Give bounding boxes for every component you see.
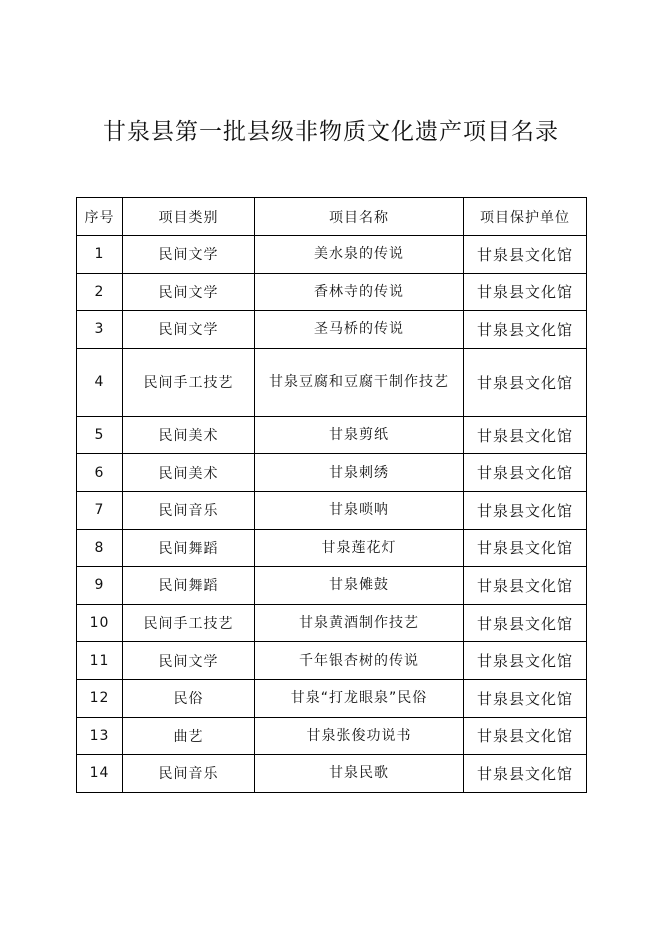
- cell-project-name: 甘泉唢呐: [255, 491, 464, 529]
- cell-project-name: 甘泉傩鼓: [255, 567, 464, 605]
- cell-category: 曲艺: [123, 717, 255, 755]
- cell-protection-unit: 甘泉县文化馆: [464, 755, 587, 793]
- cell-project-name: 圣马桥的传说: [255, 311, 464, 349]
- cell-serial-number: 13: [77, 717, 123, 755]
- cell-protection-unit: 甘泉县文化馆: [464, 604, 587, 642]
- cell-protection-unit: 甘泉县文化馆: [464, 679, 587, 717]
- cell-serial-number: 12: [77, 679, 123, 717]
- cell-protection-unit: 甘泉县文化馆: [464, 454, 587, 492]
- header-category: 项目类别: [123, 198, 255, 236]
- cell-project-name: 甘泉“打龙眼泉”民俗: [255, 679, 464, 717]
- cell-serial-number: 9: [77, 567, 123, 605]
- table-row: [77, 679, 587, 717]
- heritage-list-table: [76, 197, 587, 793]
- table-row: [77, 491, 587, 529]
- cell-project-name: 甘泉豆腐和豆腐干制作技艺: [255, 348, 464, 416]
- cell-category: 民间手工技艺: [123, 348, 255, 416]
- cell-category: 民间文学: [123, 273, 255, 311]
- table-row: [77, 273, 587, 311]
- cell-category: 民间美术: [123, 454, 255, 492]
- table-row: [77, 529, 587, 567]
- cell-project-name: 甘泉民歌: [255, 755, 464, 793]
- table-row: [77, 642, 587, 680]
- cell-serial-number: 10: [77, 604, 123, 642]
- cell-project-name: 美水泉的传说: [255, 236, 464, 274]
- table-row: [77, 416, 587, 454]
- header-project-name: 项目名称: [255, 198, 464, 236]
- table-header-row: [77, 198, 587, 236]
- cell-category: 民间文学: [123, 642, 255, 680]
- cell-category: 民间音乐: [123, 755, 255, 793]
- cell-serial-number: 3: [77, 311, 123, 349]
- table-row: [77, 604, 587, 642]
- cell-category: 民间音乐: [123, 491, 255, 529]
- cell-protection-unit: 甘泉县文化馆: [464, 416, 587, 454]
- table-row: [77, 717, 587, 755]
- cell-protection-unit: 甘泉县文化馆: [464, 717, 587, 755]
- table-row: [77, 311, 587, 349]
- cell-category: 民间舞蹈: [123, 567, 255, 605]
- cell-category: 民间舞蹈: [123, 529, 255, 567]
- cell-serial-number: 4: [77, 348, 123, 416]
- cell-category: 民间文学: [123, 236, 255, 274]
- cell-category: 民间美术: [123, 416, 255, 454]
- cell-project-name: 甘泉张俊功说书: [255, 717, 464, 755]
- table-row: [77, 236, 587, 274]
- cell-protection-unit: 甘泉县文化馆: [464, 491, 587, 529]
- cell-protection-unit: 甘泉县文化馆: [464, 348, 587, 416]
- cell-project-name: 甘泉剪纸: [255, 416, 464, 454]
- cell-protection-unit: 甘泉县文化馆: [464, 311, 587, 349]
- cell-serial-number: 1: [77, 236, 123, 274]
- cell-protection-unit: 甘泉县文化馆: [464, 236, 587, 274]
- cell-protection-unit: 甘泉县文化馆: [464, 273, 587, 311]
- cell-project-name: 千年银杏树的传说: [255, 642, 464, 680]
- table-row: [77, 348, 587, 416]
- table-row: [77, 567, 587, 605]
- cell-serial-number: 2: [77, 273, 123, 311]
- header-protection-unit: 项目保护单位: [464, 198, 587, 236]
- document-title: 甘泉县第一批县级非物质文化遗产项目名录: [103, 119, 559, 145]
- cell-project-name: 香林寺的传说: [255, 273, 464, 311]
- cell-project-name: 甘泉刺绣: [255, 454, 464, 492]
- cell-protection-unit: 甘泉县文化馆: [464, 642, 587, 680]
- cell-project-name: 甘泉莲花灯: [255, 529, 464, 567]
- cell-protection-unit: 甘泉县文化馆: [464, 529, 587, 567]
- table-row: [77, 755, 587, 793]
- cell-category: 民俗: [123, 679, 255, 717]
- cell-serial-number: 14: [77, 755, 123, 793]
- cell-serial-number: 7: [77, 491, 123, 529]
- table-row: [77, 454, 587, 492]
- cell-serial-number: 8: [77, 529, 123, 567]
- cell-category: 民间手工技艺: [123, 604, 255, 642]
- cell-serial-number: 11: [77, 642, 123, 680]
- header-serial-number: 序号: [77, 198, 123, 236]
- cell-project-name: 甘泉黄酒制作技艺: [255, 604, 464, 642]
- cell-serial-number: 6: [77, 454, 123, 492]
- cell-protection-unit: 甘泉县文化馆: [464, 567, 587, 605]
- cell-category: 民间文学: [123, 311, 255, 349]
- cell-serial-number: 5: [77, 416, 123, 454]
